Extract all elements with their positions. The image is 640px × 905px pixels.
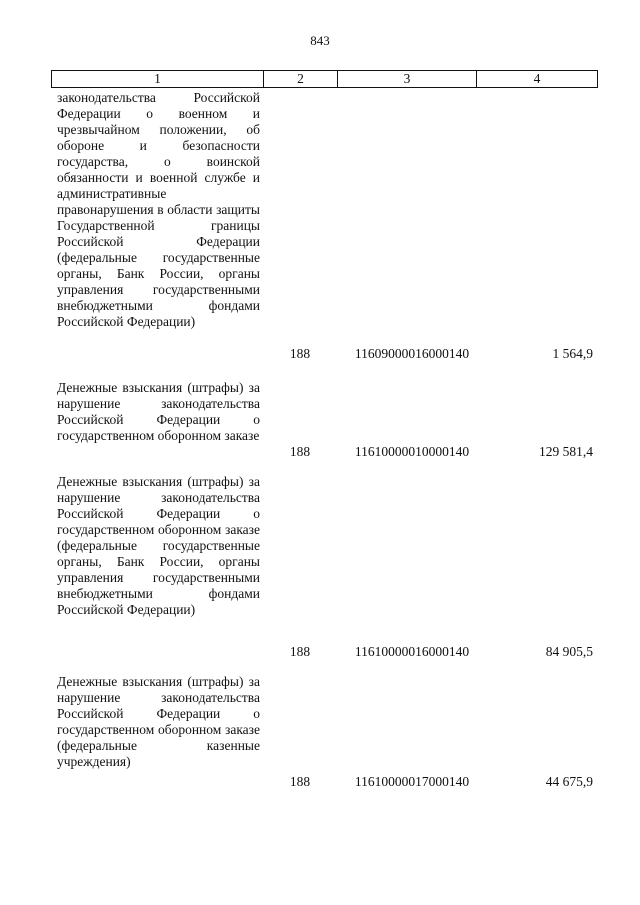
row-admin-code: 188 (289, 774, 311, 789)
row-description: Денежные взыскания (штрафы) за нарушение законодательства Российской Федерации о государственном оборонном заказе (федеральные государственные органы, Банк России, органы управления государственными внебюджетными фондами Российской Федерации) (57, 474, 260, 617)
header-col-3: 3 (338, 71, 477, 87)
row-kbk-code: 11610000017000140 (354, 774, 470, 789)
page-number: 843 (310, 33, 330, 48)
row-amount: 84 905,5 (545, 644, 593, 659)
row-amount: 44 675,9 (545, 774, 593, 789)
row-description: законодательства Российской Федерации о военном и чрезвычайном положении, об обороне и безопасности государства, о воинской обязанности и военной службе и административные правонарушения в области защиты Государственной границы Российской Федерации (федеральные государственные органы, Банк России, органы управления государственными внебюджетными фондами Российской Федерации) (57, 90, 260, 329)
row-description: Денежные взыскания (штрафы) за нарушение законодательства Российской Федерации о государственном оборонном заказе (федеральные казенные учреждения) (57, 674, 260, 769)
row-kbk-code: 11610000010000140 (354, 444, 470, 459)
row-admin-code: 188 (289, 444, 311, 459)
row-admin-code: 188 (289, 644, 311, 659)
row-amount: 1 564,9 (552, 346, 593, 361)
row-amount: 129 581,4 (539, 444, 593, 459)
table-header (51, 70, 598, 88)
row-kbk-code: 11610000016000140 (354, 644, 470, 659)
header-col-4: 4 (533, 71, 541, 86)
header-col-1: 1 (52, 71, 264, 87)
row-admin-code: 188 (289, 346, 311, 361)
row-description: Денежные взыскания (штрафы) за нарушение законодательства Российской Федерации о государственном оборонном заказе (57, 380, 260, 443)
row-kbk-code: 11609000016000140 (354, 346, 470, 361)
header-col-2: 2 (264, 71, 338, 87)
